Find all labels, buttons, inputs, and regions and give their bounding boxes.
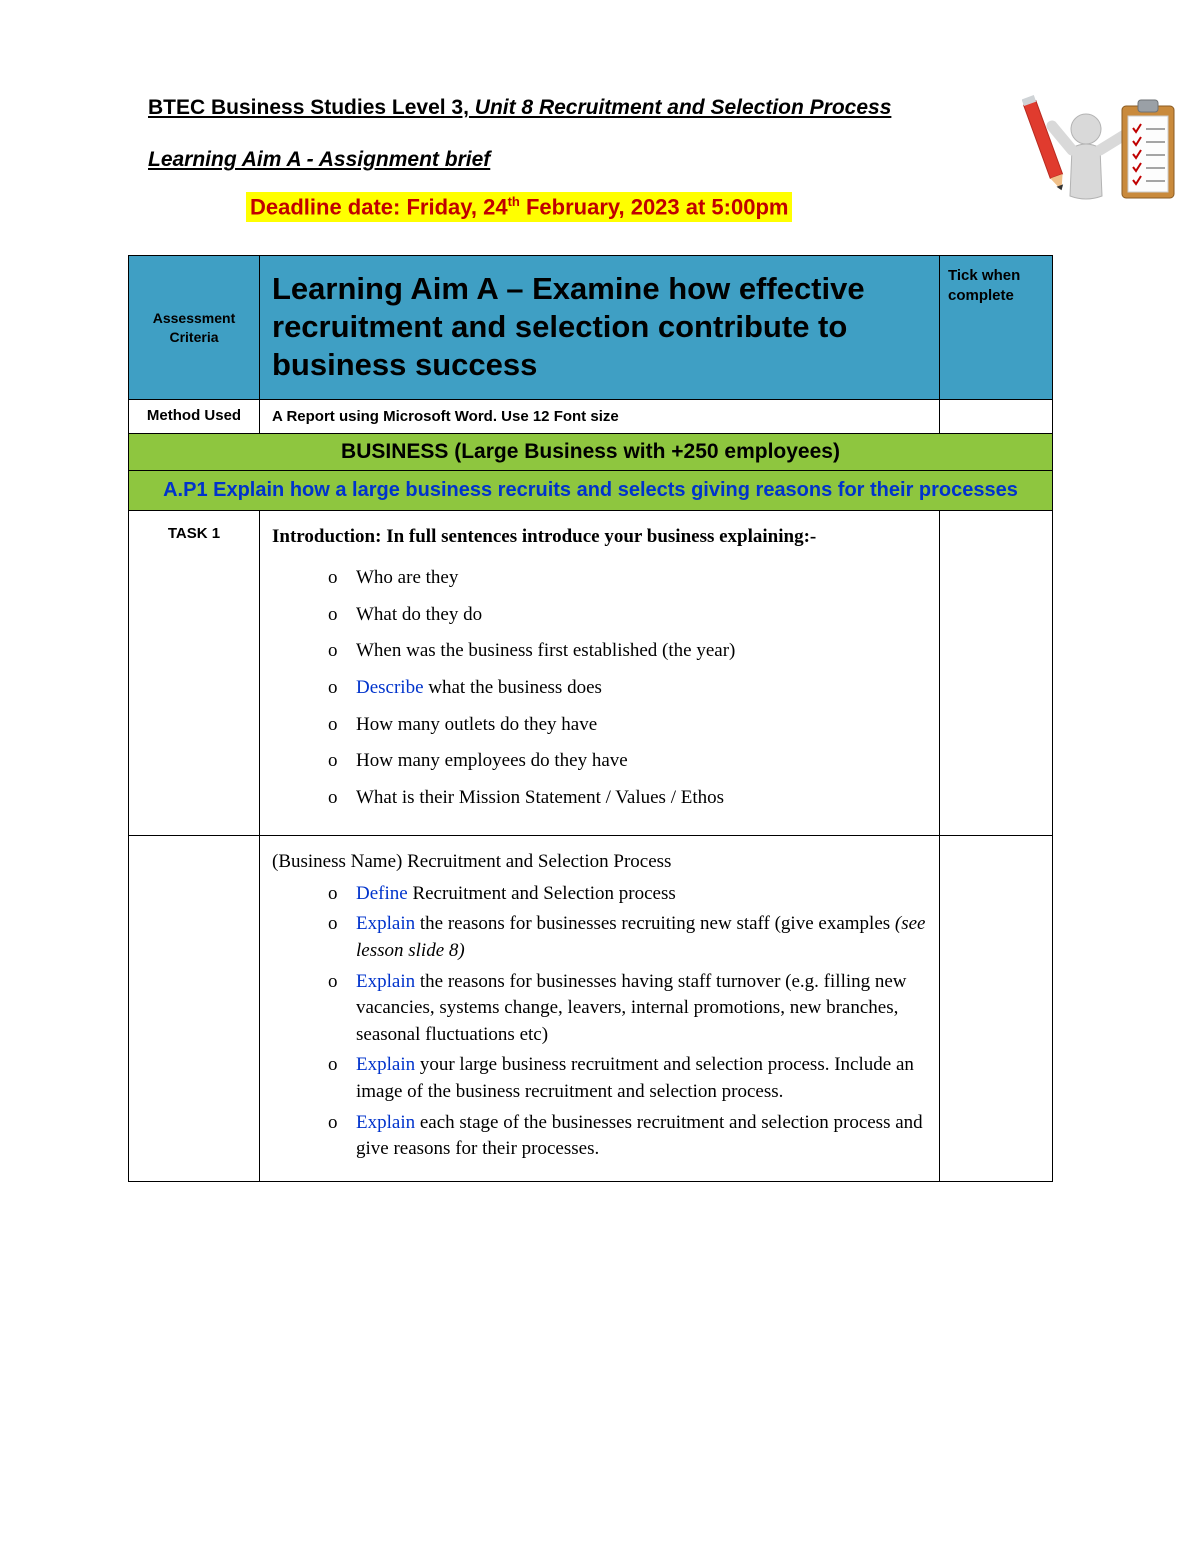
list-item: o Explain your large business recruitment and selection process. Include an image of the business recruitment and selection process. — [356, 1052, 929, 1105]
list-item: o Explain each stage of the businesses recruitment and selection process and give reasons for their processes. — [356, 1110, 929, 1163]
task1-process-bullet-list — [272, 881, 929, 1163]
assignment-brief-table — [128, 255, 1053, 1182]
task1-label: TASK 1 — [129, 510, 260, 836]
keyword-explain: Explain — [356, 1054, 416, 1076]
task1-process-heading: (Business Name) Recruitment and Selection Process — [272, 851, 672, 873]
deadline-wrapper — [246, 192, 1028, 222]
task1-intro-rest: In full sentences introduce your business explaining:- — [381, 525, 817, 547]
list-item: o Describe what the business does — [356, 675, 929, 702]
deadline-ordinal-suffix: th — [507, 194, 520, 209]
page-subtitle: Learning Aim A - Assignment brief — [148, 148, 491, 171]
list-item: o How many outlets do they have — [356, 712, 929, 739]
keyword-describe: Describe — [356, 676, 424, 698]
list-item: o Explain the reasons for businesses having staff turnover (e.g. filling new vacancies, systems change, leavers, internal promotions, new branches, seasonal fluctuations etc) — [356, 969, 929, 1049]
page-title-plain: BTEC Business Studies Level 3, — [148, 96, 469, 119]
keyword-explain: Explain — [356, 970, 416, 992]
deadline-suffix: February, 2023 at 5:00pm — [519, 194, 789, 220]
method-used-label: Method Used — [129, 400, 260, 433]
method-tick-cell[interactable] — [940, 400, 1053, 433]
deadline-badge — [246, 192, 792, 222]
table-row-ap1 — [129, 470, 1053, 510]
task1-intro-bold: Introduction: — [272, 525, 382, 547]
task1-intro-body — [260, 510, 940, 836]
list-item: o When was the business first established (the year) — [356, 638, 929, 665]
clipboard-checklist-icon — [1022, 88, 1182, 220]
document-header — [148, 96, 1028, 222]
task1-intro-bullet-list — [272, 565, 929, 811]
assessment-criteria-label: Assessment Criteria — [129, 256, 260, 400]
list-item: o What is their Mission Statement / Values / Ethos — [356, 785, 929, 812]
table-row-method — [129, 400, 1053, 433]
table-row-task1-process — [129, 836, 1053, 1181]
business-band-label: BUSINESS (Large Business with +250 employees) — [129, 433, 1053, 470]
table-row-header — [129, 256, 1053, 400]
table-row-task1-intro — [129, 510, 1053, 836]
task1-process-tick-cell[interactable] — [940, 836, 1053, 1181]
learning-aim-title: Learning Aim A – Examine how effective recruitment and selection contribute to business success — [260, 256, 940, 400]
page-title-italic: Unit 8 Recruitment and Selection Process — [468, 96, 892, 119]
task1-process-label-cell — [129, 836, 260, 1181]
list-item: o How many employees do they have — [356, 748, 929, 775]
list-item: o Explain the reasons for businesses recruiting new staff (give examples (see lesson slide 8) — [356, 911, 929, 964]
keyword-explain: Explain — [356, 1111, 416, 1133]
list-item: o Who are they — [356, 565, 929, 592]
lesson-slide-reference: (see lesson slide 8) — [356, 913, 926, 962]
keyword-define: Define — [356, 882, 408, 904]
list-item: o Define Recruitment and Selection process — [356, 881, 929, 908]
page-title — [148, 96, 1028, 120]
table-row-business — [129, 433, 1053, 470]
task1-intro-tick-cell[interactable] — [940, 510, 1053, 836]
deadline-prefix: Deadline date: Friday, 24 — [250, 194, 508, 220]
criterion-ap1-text: A.P1 Explain how a large business recruits and selects giving reasons for their processes — [129, 470, 1053, 510]
method-used-text: A Report using Microsoft Word. Use 12 Font size — [260, 400, 940, 433]
task1-process-body — [260, 836, 940, 1181]
list-item: o What do they do — [356, 602, 929, 629]
tick-when-complete-label: Tick when complete — [940, 256, 1053, 400]
keyword-explain: Explain — [356, 913, 416, 935]
task1-intro-lead — [272, 523, 929, 552]
